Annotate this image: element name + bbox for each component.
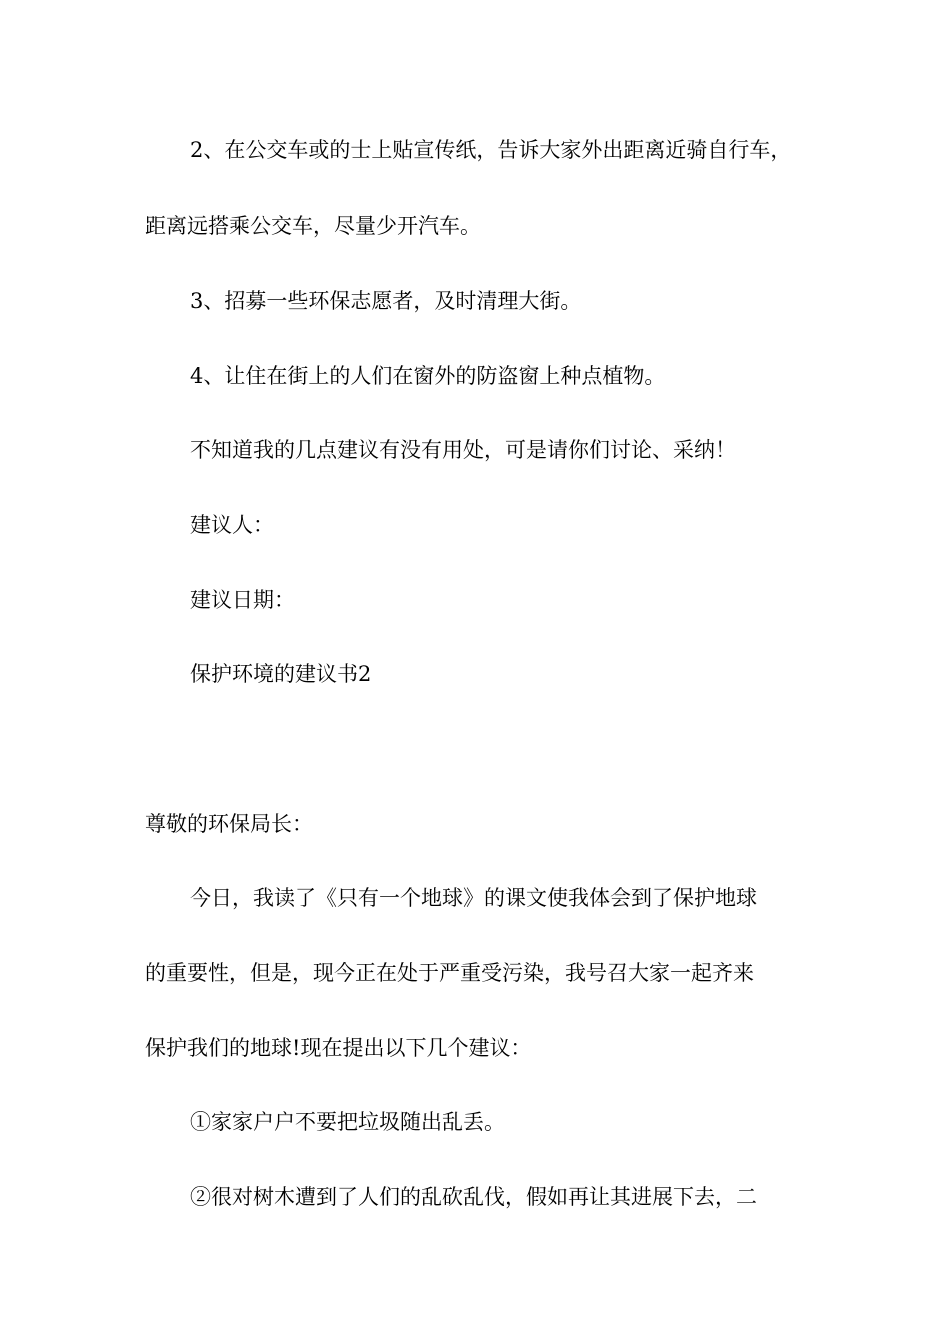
section-title: 保护环境的建议书2 <box>190 662 372 686</box>
paragraph-line: 保护我们的地球!现在提出以下几个建议： <box>145 1036 532 1060</box>
signer-label: 建议人： <box>190 513 274 537</box>
paragraph-line: 不知道我的几点建议有没有用处，可是请你们讨论、采纳！ <box>190 438 736 462</box>
paragraph-line: 今日，我读了《只有一个地球》的课文使我体会到了保护地球 <box>190 886 757 910</box>
date-label: 建议日期： <box>190 588 295 612</box>
paragraph-line: 的重要性，但是，现今正在处于严重受污染，我号召大家一起齐来 <box>145 961 754 985</box>
paragraph-line: 3、招募一些环保志愿者，及时清理大街。 <box>190 289 582 313</box>
paragraph-line: 2、在公交车或的士上贴宣传纸，告诉大家外出距离近骑自行车， <box>190 138 792 162</box>
paragraph-line: 距离远搭乘公交车，尽量少开汽车。 <box>145 214 481 238</box>
list-item: ②很对树木遭到了人们的乱砍乱伐，假如再让其进展下去，二 <box>190 1185 757 1209</box>
list-item: ①家家户户不要把垃圾随出乱丢。 <box>190 1110 505 1134</box>
paragraph-line: 4、让住在街上的人们在窗外的防盗窗上种点植物。 <box>190 364 666 388</box>
salutation: 尊敬的环保局长： <box>145 812 313 836</box>
